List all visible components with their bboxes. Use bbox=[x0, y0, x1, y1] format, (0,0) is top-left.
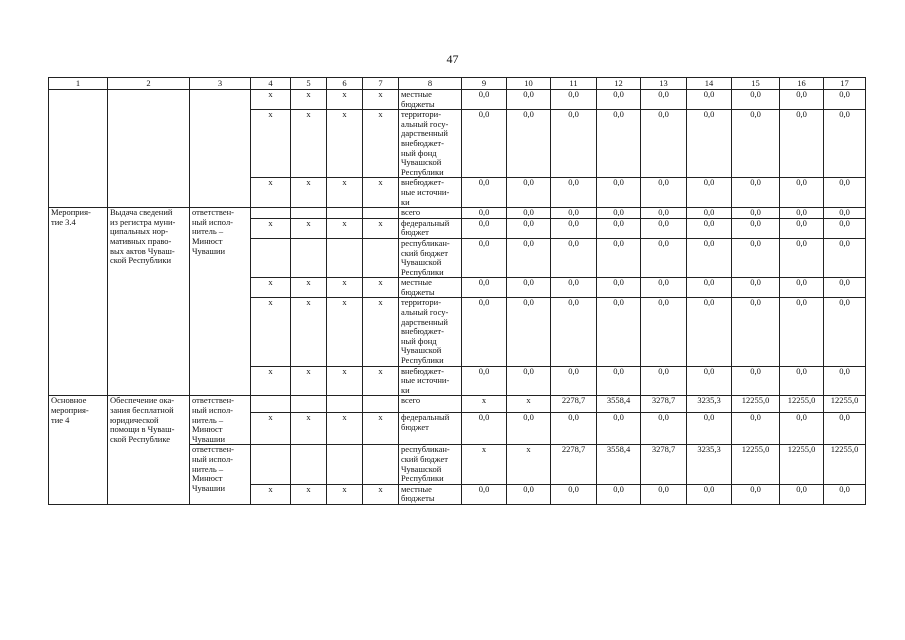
funding-value: 2278,7 bbox=[551, 396, 597, 413]
funding-value: 0,0 bbox=[641, 208, 687, 219]
funding-value: 0,0 bbox=[824, 178, 866, 208]
funding-value: 0,0 bbox=[780, 90, 824, 110]
funding-value: 0,0 bbox=[597, 413, 641, 445]
funding-value: 0,0 bbox=[507, 208, 551, 219]
funding-value: 0,0 bbox=[687, 178, 732, 208]
table-row bbox=[49, 90, 866, 110]
funding-source: республикан- ский бюджет Чувашской Республики bbox=[399, 238, 462, 277]
funding-value: 0,0 bbox=[551, 238, 597, 277]
funding-value: 0,0 bbox=[824, 484, 866, 504]
funding-value: 0,0 bbox=[462, 178, 507, 208]
applicability-mark bbox=[327, 396, 363, 413]
applicability-mark bbox=[327, 445, 363, 484]
applicability-mark: x bbox=[327, 278, 363, 298]
funding-value: 0,0 bbox=[597, 278, 641, 298]
funding-value: 0,0 bbox=[507, 218, 551, 238]
funding-value: 0,0 bbox=[462, 298, 507, 366]
funding-value: x bbox=[507, 396, 551, 413]
funding-value: x bbox=[462, 396, 507, 413]
funding-value: 0,0 bbox=[507, 298, 551, 366]
funding-value: 0,0 bbox=[732, 178, 780, 208]
funding-value: 0,0 bbox=[780, 238, 824, 277]
funding-value: 0,0 bbox=[597, 110, 641, 178]
funding-value: 0,0 bbox=[462, 218, 507, 238]
applicability-mark bbox=[363, 208, 399, 219]
applicability-mark bbox=[327, 208, 363, 219]
funding-value: 0,0 bbox=[462, 484, 507, 504]
funding-value: 0,0 bbox=[597, 218, 641, 238]
funding-value: 0,0 bbox=[551, 90, 597, 110]
funding-value: 0,0 bbox=[507, 178, 551, 208]
header-cell: 7 bbox=[363, 78, 399, 90]
applicability-mark bbox=[251, 208, 291, 219]
funding-value: 0,0 bbox=[551, 178, 597, 208]
funding-source: местные бюджеты bbox=[399, 484, 462, 504]
funding-value: 0,0 bbox=[687, 238, 732, 277]
funding-source: территори- альный госу- дарственный внебюджет- ный фонд Чувашской Республики bbox=[399, 298, 462, 366]
funding-value: 0,0 bbox=[687, 366, 732, 396]
funding-value: 0,0 bbox=[732, 238, 780, 277]
funding-value: 0,0 bbox=[824, 366, 866, 396]
funding-value: 0,0 bbox=[462, 110, 507, 178]
applicability-mark: x bbox=[251, 218, 291, 238]
applicability-mark: x bbox=[251, 278, 291, 298]
applicability-mark: x bbox=[251, 413, 291, 445]
funding-value: 0,0 bbox=[551, 218, 597, 238]
header-cell: 2 bbox=[108, 78, 190, 90]
header-row bbox=[49, 78, 866, 90]
header-cell: 4 bbox=[251, 78, 291, 90]
funding-value: x bbox=[462, 445, 507, 484]
header-cell: 10 bbox=[507, 78, 551, 90]
funding-value: 0,0 bbox=[780, 366, 824, 396]
funding-source: внебюджет- ные источни- ки bbox=[399, 178, 462, 208]
applicability-mark: x bbox=[291, 178, 327, 208]
funding-value: 3278,7 bbox=[641, 445, 687, 484]
applicability-mark bbox=[363, 238, 399, 277]
applicability-mark bbox=[291, 396, 327, 413]
funding-value: 0,0 bbox=[551, 208, 597, 219]
funding-value: 0,0 bbox=[462, 238, 507, 277]
continued-desc bbox=[108, 90, 190, 208]
funding-value: 0,0 bbox=[687, 413, 732, 445]
funding-value: 0,0 bbox=[597, 208, 641, 219]
applicability-mark bbox=[291, 208, 327, 219]
funding-value: 0,0 bbox=[551, 110, 597, 178]
funding-value: 0,0 bbox=[551, 366, 597, 396]
applicability-mark bbox=[251, 396, 291, 413]
page-number: 47 bbox=[446, 52, 459, 66]
funding-source: всего bbox=[399, 208, 462, 219]
applicability-mark: x bbox=[251, 178, 291, 208]
funding-value: 0,0 bbox=[780, 110, 824, 178]
funding-value: 0,0 bbox=[641, 298, 687, 366]
applicability-mark: x bbox=[291, 484, 327, 504]
funding-value: 12255,0 bbox=[824, 445, 866, 484]
funding-value: 0,0 bbox=[780, 208, 824, 219]
funding-value: 0,0 bbox=[687, 298, 732, 366]
funding-value: 0,0 bbox=[824, 298, 866, 366]
funding-value: 0,0 bbox=[732, 218, 780, 238]
activity-description: Обеспечение ока- зания бесплатной юридической помощи в Чуваш- ской Республике bbox=[108, 396, 190, 505]
header-cell: 9 bbox=[462, 78, 507, 90]
funding-value: 0,0 bbox=[597, 90, 641, 110]
funding-value: 0,0 bbox=[597, 178, 641, 208]
applicability-mark: x bbox=[363, 298, 399, 366]
applicability-mark bbox=[251, 238, 291, 277]
funding-value: 3558,4 bbox=[597, 396, 641, 413]
applicability-mark: x bbox=[327, 484, 363, 504]
applicability-mark: x bbox=[291, 218, 327, 238]
funding-value: 0,0 bbox=[824, 218, 866, 238]
funding-value: 0,0 bbox=[780, 413, 824, 445]
header-cell: 16 bbox=[780, 78, 824, 90]
funding-source: внебюджет- ные источни- ки bbox=[399, 366, 462, 396]
funding-value: 3278,7 bbox=[641, 396, 687, 413]
applicability-mark: x bbox=[327, 298, 363, 366]
header-cell: 15 bbox=[732, 78, 780, 90]
funding-value: 0,0 bbox=[824, 110, 866, 178]
funding-value: 0,0 bbox=[551, 278, 597, 298]
funding-value: 0,0 bbox=[687, 110, 732, 178]
applicability-mark: x bbox=[327, 178, 363, 208]
header-cell: 13 bbox=[641, 78, 687, 90]
funding-value: 0,0 bbox=[687, 278, 732, 298]
header-cell: 5 bbox=[291, 78, 327, 90]
activity-description: Выдача сведений из регистра муни- ципальных нор- мативных право- вых актов Чуваш- ской Республики bbox=[108, 208, 190, 396]
funding-source: местные бюджеты bbox=[399, 278, 462, 298]
funding-value: 0,0 bbox=[732, 484, 780, 504]
funding-value: 0,0 bbox=[687, 90, 732, 110]
funding-value: 0,0 bbox=[780, 278, 824, 298]
funding-value: 0,0 bbox=[462, 366, 507, 396]
funding-value: 0,0 bbox=[641, 110, 687, 178]
funding-value: 0,0 bbox=[732, 413, 780, 445]
funding-value: 0,0 bbox=[507, 90, 551, 110]
applicability-mark: x bbox=[251, 110, 291, 178]
funding-value: 0,0 bbox=[597, 238, 641, 277]
funding-value: 12255,0 bbox=[732, 445, 780, 484]
funding-value: 0,0 bbox=[597, 298, 641, 366]
funding-value: 0,0 bbox=[687, 484, 732, 504]
funding-value: 0,0 bbox=[824, 278, 866, 298]
applicability-mark: x bbox=[363, 366, 399, 396]
funding-value: 0,0 bbox=[687, 218, 732, 238]
funding-value: 0,0 bbox=[732, 298, 780, 366]
activity-name: Основное мероприя- тие 4 bbox=[49, 396, 108, 505]
applicability-mark: x bbox=[327, 90, 363, 110]
header-cell: 3 bbox=[190, 78, 251, 90]
header-cell: 1 bbox=[49, 78, 108, 90]
funding-value: 12255,0 bbox=[824, 396, 866, 413]
funding-value: 0,0 bbox=[507, 238, 551, 277]
funding-value: 0,0 bbox=[641, 278, 687, 298]
applicability-mark: x bbox=[363, 178, 399, 208]
responsible-executor: ответствен- ный испол- нитель – Минюст Чувашии bbox=[190, 208, 251, 396]
applicability-mark: x bbox=[291, 298, 327, 366]
funding-value: 0,0 bbox=[780, 178, 824, 208]
funding-source: федеральный бюджет bbox=[399, 413, 462, 445]
applicability-mark: x bbox=[291, 366, 327, 396]
funding-value: 12255,0 bbox=[780, 445, 824, 484]
funding-value: 0,0 bbox=[551, 413, 597, 445]
funding-source: территори- альный госу- дарственный внебюджет- ный фонд Чувашской Республики bbox=[399, 110, 462, 178]
funding-value: 0,0 bbox=[507, 110, 551, 178]
funding-value: 0,0 bbox=[732, 278, 780, 298]
applicability-mark: x bbox=[291, 413, 327, 445]
funding-value: 0,0 bbox=[641, 484, 687, 504]
applicability-mark bbox=[291, 445, 327, 484]
applicability-mark: x bbox=[251, 484, 291, 504]
funding-value: 0,0 bbox=[597, 484, 641, 504]
funding-value: 0,0 bbox=[641, 413, 687, 445]
funding-value: 0,0 bbox=[641, 178, 687, 208]
funding-value: 0,0 bbox=[641, 366, 687, 396]
funding-value: 0,0 bbox=[732, 110, 780, 178]
responsible-executor: ответствен- ный испол- нитель – Минюст Чувашии bbox=[190, 445, 251, 505]
funding-value: 0,0 bbox=[462, 208, 507, 219]
header-cell: 14 bbox=[687, 78, 732, 90]
funding-value: 0,0 bbox=[732, 208, 780, 219]
funding-value: 0,0 bbox=[507, 413, 551, 445]
applicability-mark bbox=[291, 238, 327, 277]
applicability-mark bbox=[251, 445, 291, 484]
funding-value: 0,0 bbox=[551, 484, 597, 504]
funding-table bbox=[48, 77, 866, 505]
activity-name: Мероприя- тие 3.4 bbox=[49, 208, 108, 396]
funding-value: 0,0 bbox=[732, 90, 780, 110]
funding-value: 0,0 bbox=[780, 298, 824, 366]
applicability-mark: x bbox=[363, 484, 399, 504]
continued-resp bbox=[190, 90, 251, 208]
funding-value: 3235,3 bbox=[687, 445, 732, 484]
funding-value: 12255,0 bbox=[732, 396, 780, 413]
funding-value: 0,0 bbox=[641, 218, 687, 238]
applicability-mark: x bbox=[327, 366, 363, 396]
applicability-mark: x bbox=[251, 298, 291, 366]
applicability-mark: x bbox=[363, 413, 399, 445]
funding-value: 0,0 bbox=[507, 278, 551, 298]
funding-value: 2278,7 bbox=[551, 445, 597, 484]
header-cell: 12 bbox=[597, 78, 641, 90]
funding-value: 12255,0 bbox=[780, 396, 824, 413]
funding-source: федеральный бюджет bbox=[399, 218, 462, 238]
header-cell: 17 bbox=[824, 78, 866, 90]
applicability-mark: x bbox=[327, 110, 363, 178]
applicability-mark: x bbox=[291, 110, 327, 178]
funding-value: 0,0 bbox=[780, 218, 824, 238]
applicability-mark bbox=[363, 445, 399, 484]
header-cell: 11 bbox=[551, 78, 597, 90]
funding-value: 0,0 bbox=[687, 208, 732, 219]
header-cell: 6 bbox=[327, 78, 363, 90]
funding-value: 0,0 bbox=[597, 366, 641, 396]
funding-value: 0,0 bbox=[551, 298, 597, 366]
applicability-mark bbox=[363, 396, 399, 413]
applicability-mark: x bbox=[291, 278, 327, 298]
applicability-mark: x bbox=[363, 218, 399, 238]
funding-value: 3558,4 bbox=[597, 445, 641, 484]
continued-name bbox=[49, 90, 108, 208]
funding-value: 0,0 bbox=[732, 366, 780, 396]
table-row bbox=[49, 208, 866, 219]
applicability-mark: x bbox=[363, 110, 399, 178]
applicability-mark: x bbox=[251, 90, 291, 110]
responsible-executor: ответствен- ный испол- нитель – Минюст Чувашии bbox=[190, 396, 251, 445]
funding-source: всего bbox=[399, 396, 462, 413]
funding-value: 0,0 bbox=[462, 278, 507, 298]
applicability-mark: x bbox=[327, 413, 363, 445]
funding-value: 0,0 bbox=[824, 238, 866, 277]
funding-value: 0,0 bbox=[641, 90, 687, 110]
funding-source: республикан- ский бюджет Чувашской Республики bbox=[399, 445, 462, 484]
applicability-mark: x bbox=[327, 218, 363, 238]
applicability-mark: x bbox=[363, 90, 399, 110]
funding-value: x bbox=[507, 445, 551, 484]
header-cell: 8 bbox=[399, 78, 462, 90]
funding-value: 0,0 bbox=[824, 413, 866, 445]
funding-value: 0,0 bbox=[780, 484, 824, 504]
applicability-mark: x bbox=[363, 278, 399, 298]
funding-value: 0,0 bbox=[462, 413, 507, 445]
funding-value: 0,0 bbox=[824, 208, 866, 219]
funding-value: 0,0 bbox=[462, 90, 507, 110]
applicability-mark: x bbox=[251, 366, 291, 396]
funding-value: 0,0 bbox=[824, 90, 866, 110]
funding-value: 0,0 bbox=[507, 484, 551, 504]
funding-source: местные бюджеты bbox=[399, 90, 462, 110]
table-row bbox=[49, 396, 866, 413]
applicability-mark: x bbox=[291, 90, 327, 110]
funding-value: 0,0 bbox=[641, 238, 687, 277]
funding-value: 3235,3 bbox=[687, 396, 732, 413]
applicability-mark bbox=[327, 238, 363, 277]
funding-value: 0,0 bbox=[507, 366, 551, 396]
